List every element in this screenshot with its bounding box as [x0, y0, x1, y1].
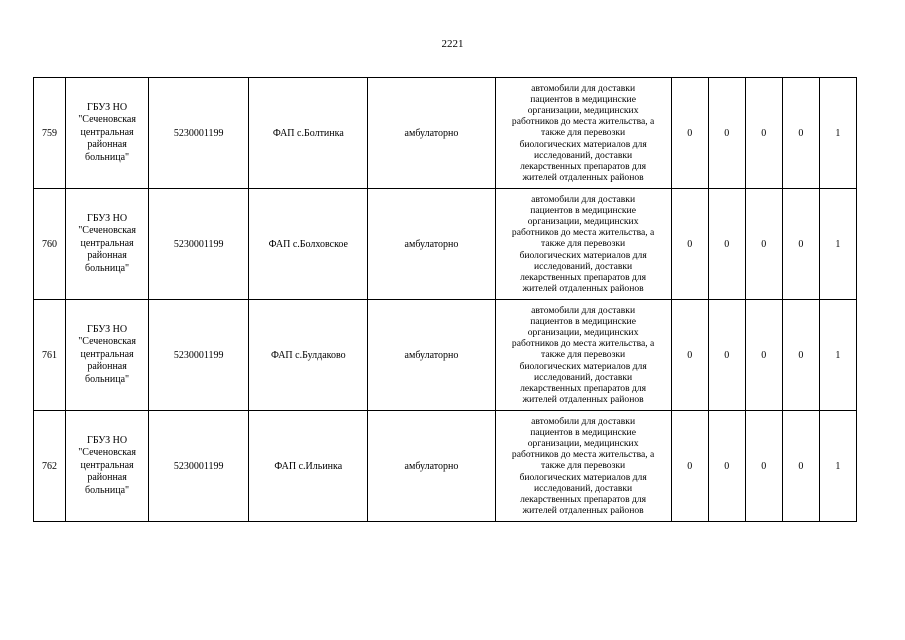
- vehicle-purpose-cell: [495, 78, 671, 189]
- facility-name-cell: ФАП с.Болховское: [249, 189, 368, 300]
- inn-cell: 5230001199: [149, 78, 249, 189]
- row-number-cell: 762: [34, 411, 66, 522]
- organization-cell: [66, 189, 149, 300]
- inn-cell: 5230001199: [149, 189, 249, 300]
- organization-cell: [66, 78, 149, 189]
- value-cell-4: 0: [782, 78, 819, 189]
- value-cell-1: 0: [671, 78, 708, 189]
- vehicle-purpose-text: автомобили для доставки пациентов в медицинские организации, медицинских работников до места жительства, а также для перевозки биологических материалов для исследований, доставки лекарственных препаратов для жителей отдаленных районов: [511, 82, 655, 184]
- care-type-cell: амбулаторно: [368, 411, 495, 522]
- row-number-cell: 759: [34, 78, 66, 189]
- table-row: [34, 300, 857, 411]
- inn-cell: 5230001199: [149, 411, 249, 522]
- value-cell-4: 0: [782, 189, 819, 300]
- facility-name-cell: ФАП с.Ильинка: [249, 411, 368, 522]
- vehicle-purpose-cell: [495, 189, 671, 300]
- value-cell-3: 0: [745, 78, 782, 189]
- value-cell-3: 0: [745, 300, 782, 411]
- value-cell-3: 0: [745, 411, 782, 522]
- value-cell-5: 1: [819, 78, 856, 189]
- value-cell-4: 0: [782, 411, 819, 522]
- value-cell-2: 0: [708, 189, 745, 300]
- value-cell-2: 0: [708, 78, 745, 189]
- row-number-cell: 761: [34, 300, 66, 411]
- table-row: [34, 78, 857, 189]
- facility-name-cell: ФАП с.Булдаково: [249, 300, 368, 411]
- table-row: [34, 411, 857, 522]
- facility-name-cell: ФАП с.Болтинка: [249, 78, 368, 189]
- organization-text: ГБУЗ НО "Сеченовская центральная районная больница": [78, 101, 136, 163]
- vehicle-purpose-cell: [495, 411, 671, 522]
- value-cell-5: 1: [819, 189, 856, 300]
- vehicle-purpose-text: автомобили для доставки пациентов в медицинские организации, медицинских работников до места жительства, а также для перевозки биологических материалов для исследований, доставки лекарственных препаратов для жителей отдаленных районов: [511, 415, 655, 517]
- organization-text: ГБУЗ НО "Сеченовская центральная районная больница": [78, 434, 136, 496]
- inn-cell: 5230001199: [149, 300, 249, 411]
- vehicle-purpose-cell: [495, 300, 671, 411]
- organization-text: ГБУЗ НО "Сеченовская центральная районная больница": [78, 323, 136, 385]
- value-cell-5: 1: [819, 300, 856, 411]
- value-cell-2: 0: [708, 411, 745, 522]
- value-cell-3: 0: [745, 189, 782, 300]
- care-type-cell: амбулаторно: [368, 300, 495, 411]
- value-cell-1: 0: [671, 411, 708, 522]
- care-type-cell: амбулаторно: [368, 189, 495, 300]
- organization-cell: [66, 411, 149, 522]
- facility-table: [33, 77, 857, 522]
- value-cell-2: 0: [708, 300, 745, 411]
- organization-cell: [66, 300, 149, 411]
- page-number: 2221: [441, 38, 464, 50]
- value-cell-1: 0: [671, 189, 708, 300]
- value-cell-1: 0: [671, 300, 708, 411]
- value-cell-5: 1: [819, 411, 856, 522]
- vehicle-purpose-text: автомобили для доставки пациентов в медицинские организации, медицинских работников до места жительства, а также для перевозки биологических материалов для исследований, доставки лекарственных препаратов для жителей отдаленных районов: [511, 193, 655, 295]
- table-row: [34, 189, 857, 300]
- care-type-cell: амбулаторно: [368, 78, 495, 189]
- row-number-cell: 760: [34, 189, 66, 300]
- organization-text: ГБУЗ НО "Сеченовская центральная районная больница": [78, 212, 136, 274]
- vehicle-purpose-text: автомобили для доставки пациентов в медицинские организации, медицинских работников до места жительства, а также для перевозки биологических материалов для исследований, доставки лекарственных препаратов для жителей отдаленных районов: [511, 304, 655, 406]
- value-cell-4: 0: [782, 300, 819, 411]
